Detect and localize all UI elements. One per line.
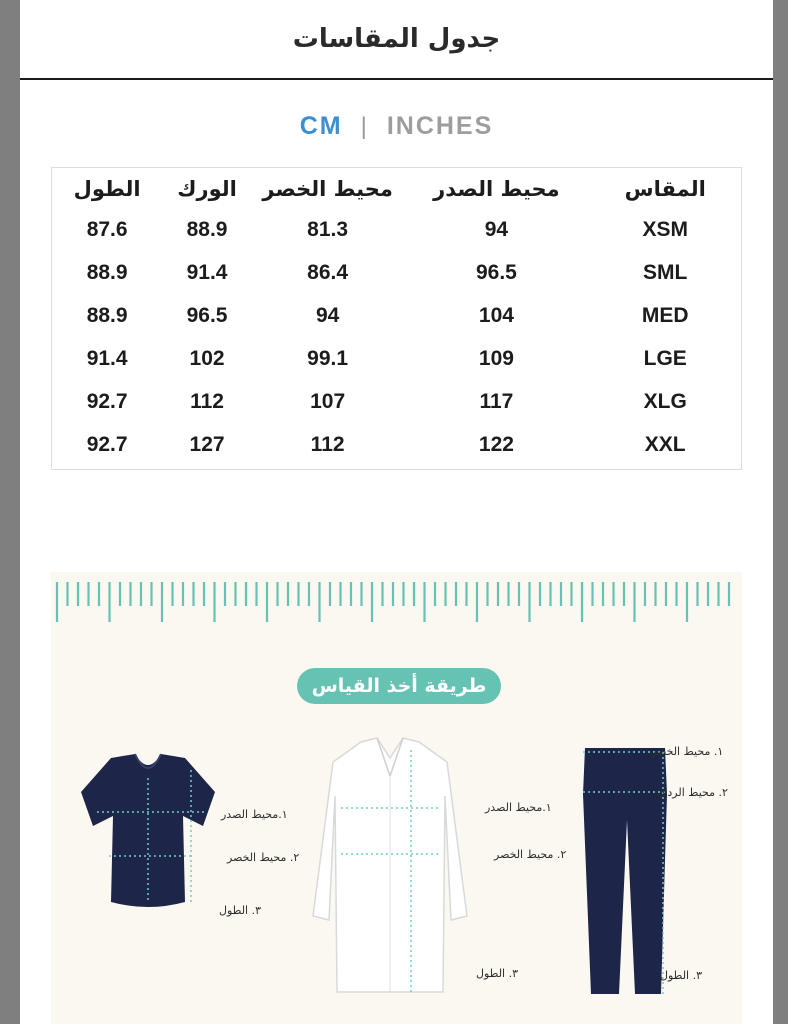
cell-size: XXL — [644, 432, 686, 456]
cell-chest: 109 — [478, 346, 514, 370]
cell-size: MED — [641, 303, 689, 327]
unit-cm-tab[interactable]: CM — [299, 112, 343, 140]
cell-size: LGE — [643, 346, 687, 370]
header-length: الطول — [73, 177, 141, 201]
guide-title: طريقة أخذ القياس — [311, 675, 487, 697]
cell-waist: 81.3 — [307, 217, 349, 241]
size-table — [52, 168, 741, 466]
header-size: المقاس — [624, 177, 706, 201]
scrub-top-illustration — [73, 752, 223, 932]
pants-waist-label: ١. محيط الخصر — [651, 745, 724, 758]
unit-separator: | — [360, 112, 369, 140]
header-hip: الورك — [177, 177, 237, 201]
cell-chest: 117 — [479, 389, 514, 413]
coat-waist-label: ٢. محيط الخصر — [494, 848, 567, 861]
cell-waist: 112 — [310, 432, 345, 456]
table-row — [52, 208, 741, 251]
cell-length: 87.6 — [86, 217, 128, 241]
cell-hip: 96.5 — [186, 303, 228, 327]
cell-size: SML — [643, 260, 688, 284]
table-row — [52, 337, 741, 380]
top-length-label: ٣. الطول — [219, 904, 262, 917]
cell-waist: 94 — [315, 303, 340, 327]
cell-length: 91.4 — [86, 346, 128, 370]
table-row — [52, 423, 741, 466]
size-chart-sheet — [20, 0, 773, 1024]
guide-title-badge — [297, 668, 501, 704]
ruler-decoration — [51, 582, 742, 626]
unit-toggle — [20, 112, 773, 141]
pants-length-label: ٣. الطول — [660, 969, 703, 982]
cell-hip: 102 — [189, 346, 225, 370]
table-row — [52, 294, 741, 337]
header-waist: محيط الخصر — [262, 177, 393, 201]
top-chest-label: ١.محيط الصدر — [221, 808, 288, 821]
measurement-guide — [51, 572, 742, 1024]
cell-hip: 127 — [189, 432, 225, 456]
table-row — [52, 380, 741, 423]
cell-size: XSM — [642, 217, 688, 241]
cell-waist: 86.4 — [307, 260, 349, 284]
cell-chest: 94 — [484, 217, 509, 241]
cell-hip: 112 — [190, 389, 224, 413]
top-waist-label: ٢. محيط الخصر — [227, 851, 300, 864]
cell-chest: 96.5 — [475, 260, 517, 284]
size-table-container — [51, 167, 742, 470]
cell-chest: 104 — [478, 303, 514, 327]
cell-hip: 91.4 — [186, 260, 228, 284]
cell-length: 88.9 — [86, 260, 128, 284]
coat-chest-label: ١.محيط الصدر — [485, 801, 552, 814]
header — [20, 0, 773, 80]
cell-waist: 99.1 — [307, 346, 349, 370]
unit-inches-tab[interactable]: INCHES — [386, 112, 494, 140]
cell-length: 92.7 — [86, 432, 128, 456]
header-chest: محيط الصدر — [433, 177, 560, 201]
table-row — [52, 251, 741, 294]
coat-length-label: ٣. الطول — [476, 967, 519, 980]
page-title: جدول المقاسات — [292, 24, 501, 54]
pants-illustration — [579, 744, 675, 998]
table-header-row — [52, 168, 741, 208]
cell-size: XLG — [643, 389, 687, 413]
cell-hip: 88.9 — [186, 217, 228, 241]
cell-length: 92.7 — [86, 389, 128, 413]
cell-length: 88.9 — [86, 303, 128, 327]
pants-hip-label: ٢. محيط الردف — [656, 786, 728, 799]
cell-chest: 122 — [478, 432, 514, 456]
lab-coat-illustration — [307, 736, 473, 998]
cell-waist: 107 — [310, 389, 346, 413]
